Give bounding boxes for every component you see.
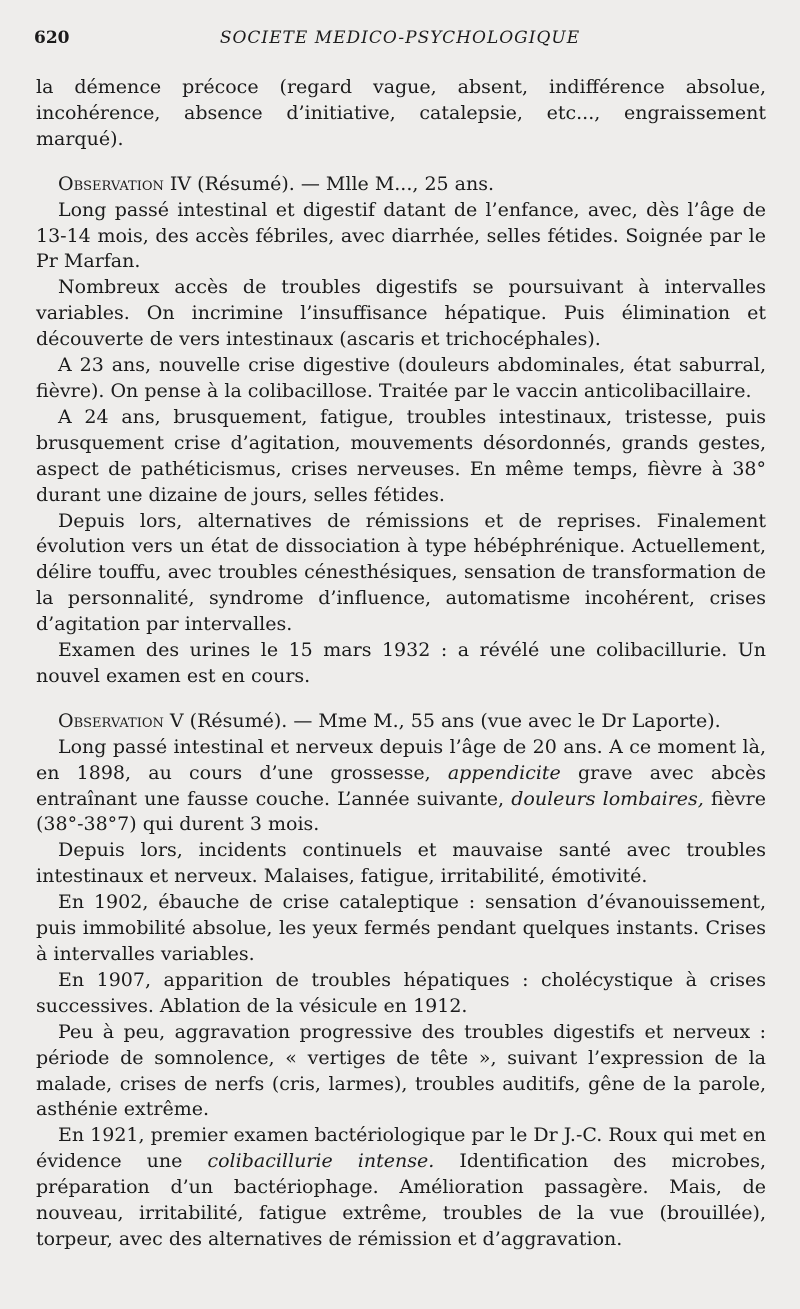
page-number: 620 <box>34 28 70 48</box>
italic-term: douleurs lombaires, <box>511 787 704 810</box>
text-run: Long passé intestinal et nerveux depuis l’âge de 20 ans. A ce moment là, en 1898, au cours d’une grossesse, <box>36 735 766 784</box>
paragraph <box>36 735 766 839</box>
observation-v-heading <box>36 709 766 735</box>
italic-term: appendicite <box>447 761 561 784</box>
observation-v-label: Observation V <box>58 709 184 732</box>
paragraph: Long passé intestinal et digestif datant de l’enfance, avec, dès l’âge de 13-14 mois, des accès fébriles, avec diarrhée, selles fétides. Soignée par le Pr Marfan. <box>36 198 766 273</box>
text-run: fièvre (38°-38°7) qui durent 3 mois. <box>36 787 766 836</box>
italic-term: colibacillurie intense. <box>207 1150 435 1173</box>
journal-title: SOCIETE MEDICO-PSYCHOLOGIQUE <box>219 28 581 48</box>
paragraph: En 1902, ébauche de crise cataleptique : sensation d’évanouissement, puis immobilité absolue, les yeux fermés pendant quelques instants. Crises à intervalles variables. <box>36 891 766 965</box>
paragraph: Depuis lors, alternatives de rémissions et de reprises. Finalement évolution vers un état de dissociation à type hébéphrénique. Actuellement, délire touffu, avec troubles cénesthésiques, sensation de transformation de la personnalité, syndrome d’influence, automatisme incohérent, crises d’agitation par intervalles. <box>36 509 766 636</box>
paragraph <box>36 1123 766 1253</box>
paragraph: Examen des urines le 15 mars 1932 : a révélé une colibacillurie. Un nouvel examen est en cours. <box>36 639 766 687</box>
observation-iv-subtitle: (Résumé). — Mlle M..., 25 ans. <box>191 172 495 195</box>
observation-iv-label: Observation IV <box>58 172 192 195</box>
paragraph: Depuis lors, incidents continuels et mauvaise santé avec troubles intestinaux et nerveux. Malaises, fatigue, irritabilité, émotivité. <box>36 839 766 888</box>
paragraph: A 24 ans, brusquement, fatigue, troubles intestinaux, tristesse, puis brusquement crise d’agitation, mouvements désordonnés, grands gestes, aspect de pathéticismus, crises nerveuses. En même temps, fièvre à 38° durant une dizaine de jours, selles fétides. <box>36 405 766 506</box>
text-run: Identification des microbes, préparation d’un bactériophage. Amélioration passagère. Mais, de nouveau, irritabilité, fatigue extrême, troubles de la vue (brouillée), torpeur, avec des alternatives de rémission et d’aggravation. <box>36 1150 766 1250</box>
observation-iv-heading <box>36 172 766 198</box>
paragraph: En 1907, apparition de troubles hépatiques : cholécystique à crises successives. Ablation de la vésicule en 1912. <box>36 968 766 1017</box>
paragraph: Nombreux accès de troubles digestifs se poursuivant à intervalles variables. On incrimine l’insuffisance hépatique. Puis élimination et découverte de vers intestinaux (ascaris et trichocéphales). <box>36 276 766 351</box>
text-run: grave avec abcès entraînant une fausse couche. L’année suivante, <box>36 761 766 810</box>
article-body <box>36 75 766 1253</box>
paragraph: Peu à peu, aggravation progressive des troubles digestifs et nerveux : période de somnolence, « vertiges de tête », suivant l’expression de la malade, crises de nerfs (cris, larmes), troubles auditifs, gêne de la parole, asthénie extrême. <box>36 1020 766 1121</box>
text-run: En 1921, premier examen bactériologique par le Dr J.-C. Roux qui met en évidence une <box>36 1124 766 1173</box>
running-header <box>34 28 766 52</box>
paragraph-continuation: la démence précoce (regard vague, absent, indifférence absolue, incohérence, absence d’initiative, catalepsie, etc..., engraissement marqué). <box>36 76 766 150</box>
observation-v-subtitle: (Résumé). — Mme M., 55 ans (vue avec le Dr Laporte). <box>183 709 721 732</box>
paragraph: A 23 ans, nouvelle crise digestive (douleurs abdominales, état saburral, fièvre). On pense à la colibacillose. Traitée par le vaccin anticolibacillaire. <box>36 354 766 402</box>
